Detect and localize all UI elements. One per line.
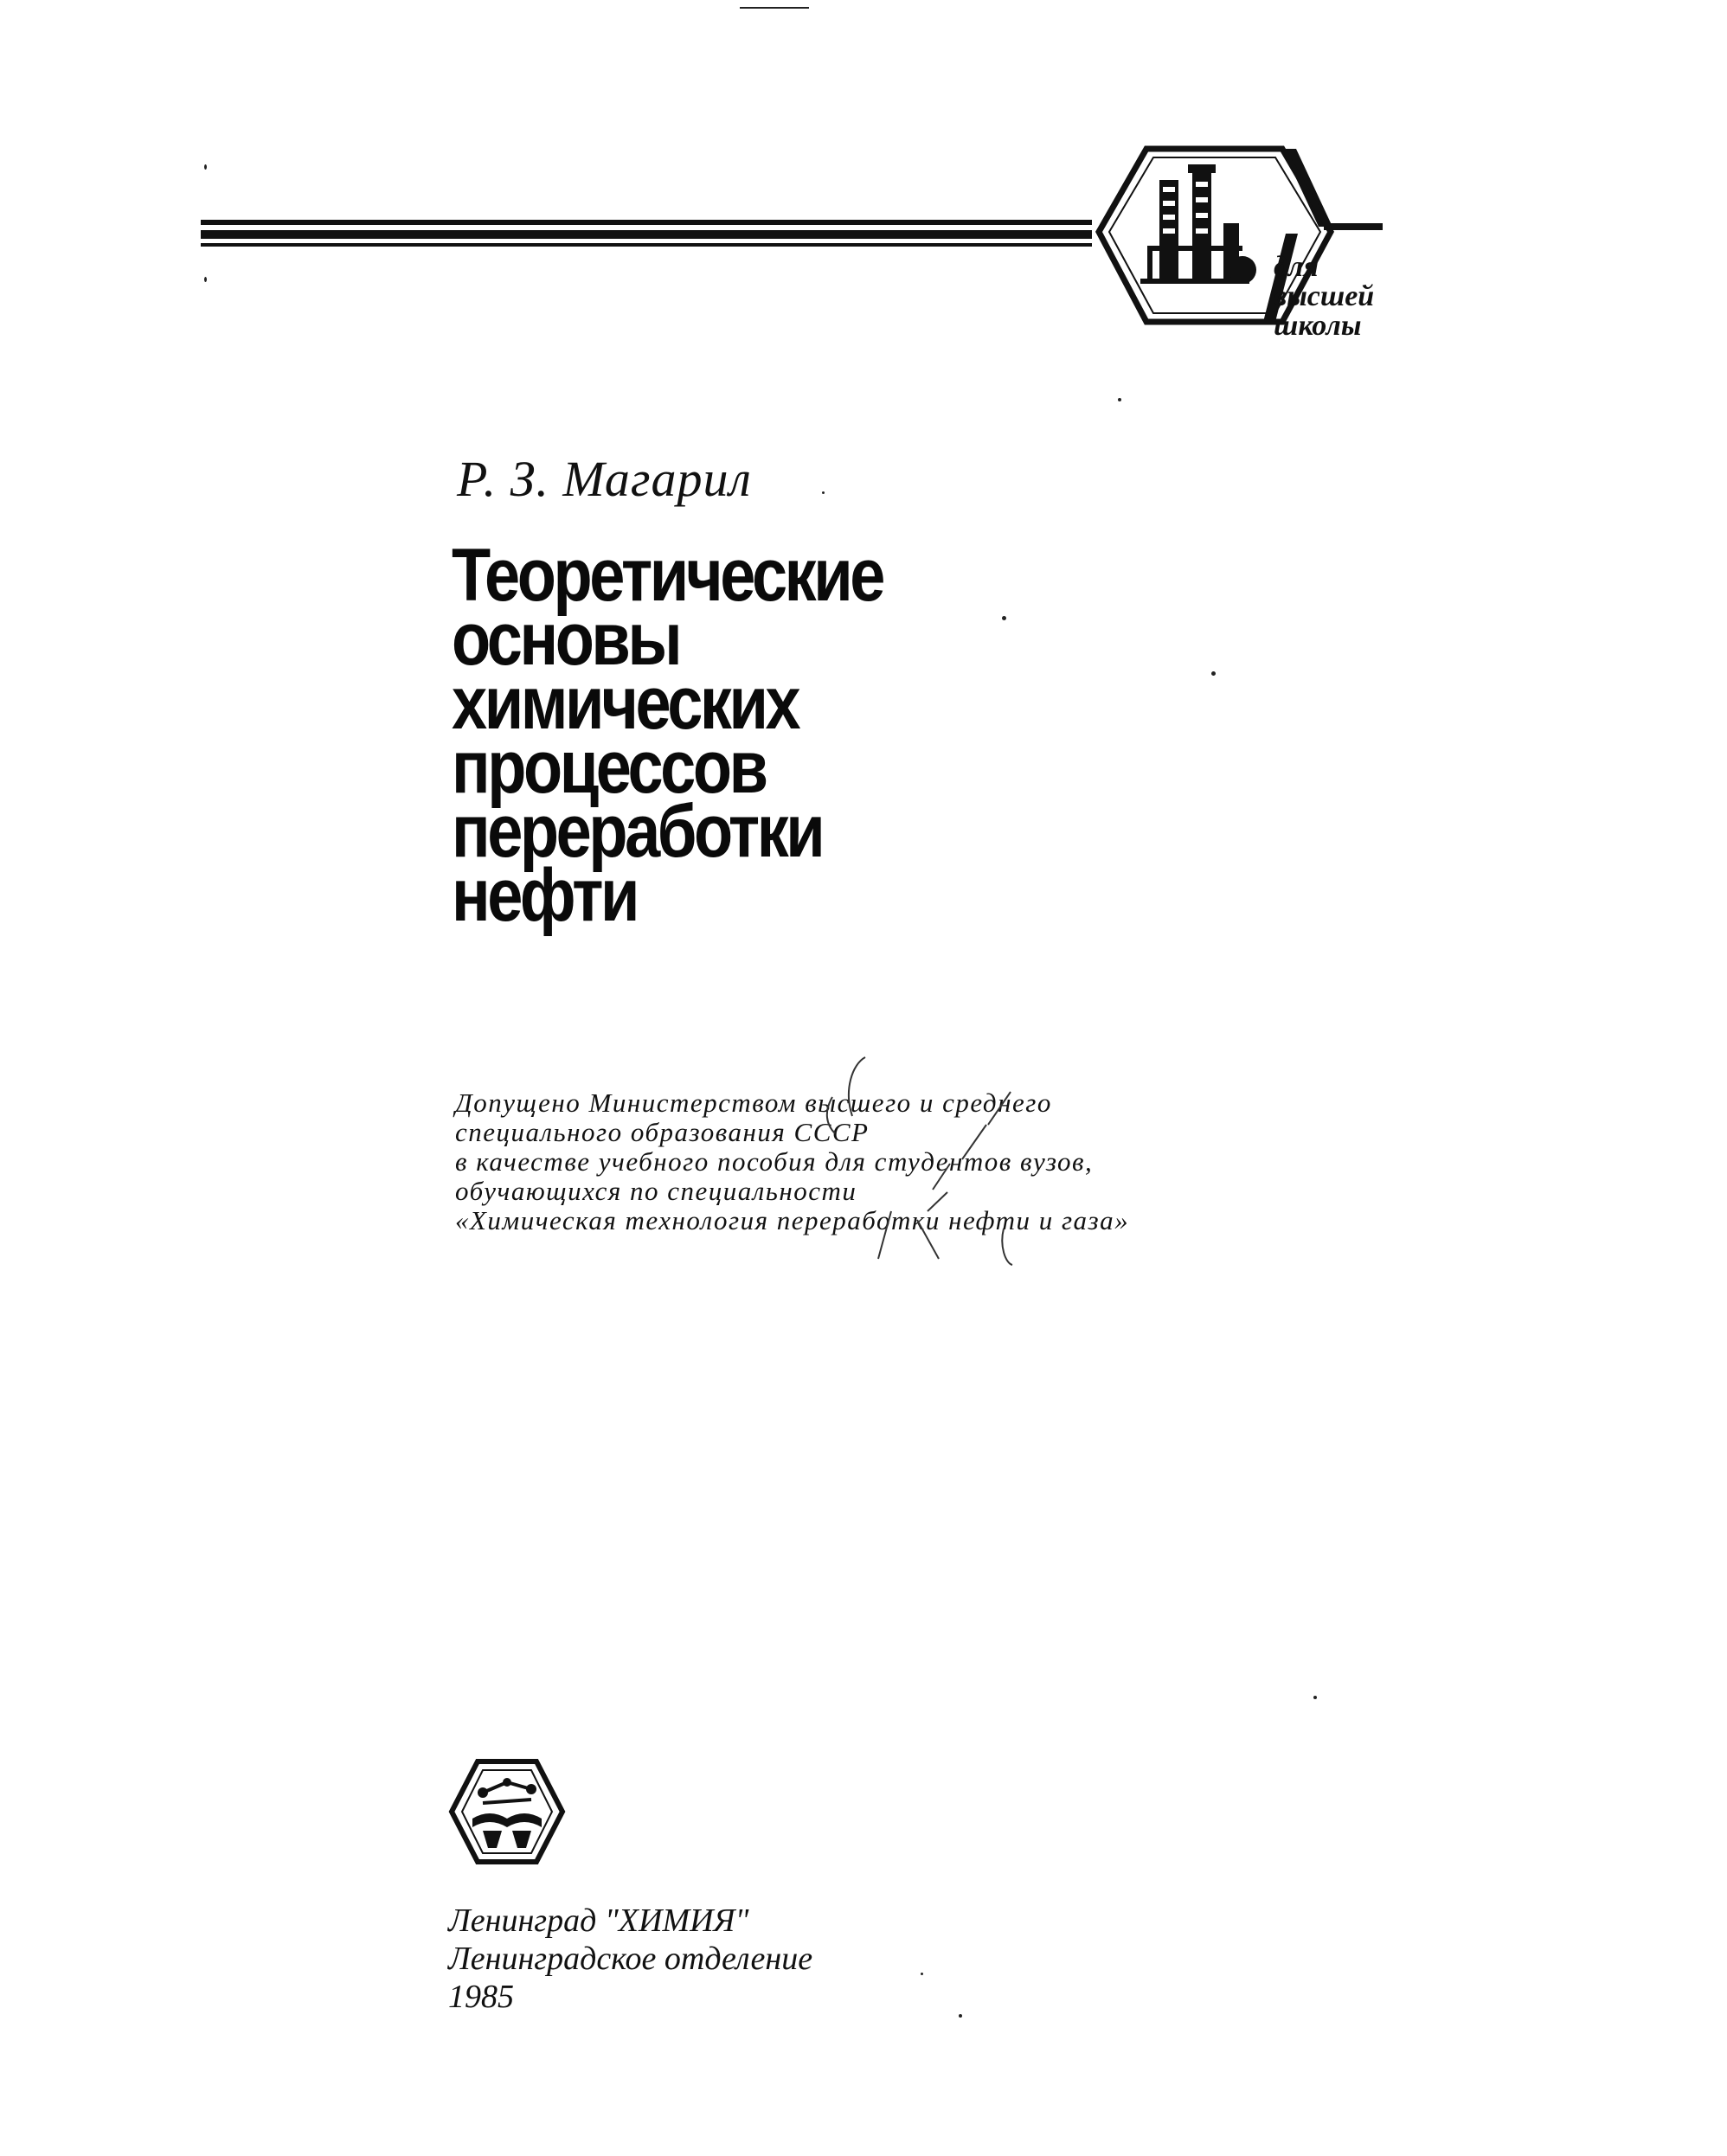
- title-line: основы: [452, 598, 680, 681]
- imprint-line: 1985: [448, 1979, 514, 2015]
- scan-speck: [921, 1973, 923, 1975]
- title-line: химических: [452, 662, 799, 745]
- series-bar-graphic: [0, 0, 1727, 363]
- series-header: [0, 0, 1727, 363]
- imprint-line: Ленинградское отделение: [448, 1941, 813, 1977]
- scan-speck: [959, 2014, 962, 2018]
- scan-speck: [1211, 671, 1216, 676]
- scan-speck: [822, 491, 825, 494]
- approval-line: Допущено Министерством высшего и среднего: [455, 1088, 1052, 1118]
- scan-speck: [204, 277, 207, 282]
- publisher-hexagon-emblem-icon: [448, 1756, 566, 1867]
- series-label: [1274, 253, 1374, 341]
- approval-statement: [455, 1088, 1129, 1235]
- scan-speck: [204, 164, 207, 170]
- scan-speck: [740, 7, 809, 9]
- author-name: Р. З. Магарил: [457, 451, 752, 507]
- approval-line: обучающихся по специальности: [455, 1176, 857, 1206]
- series-label-line: школы: [1274, 310, 1362, 342]
- scan-speck: [1313, 1696, 1317, 1699]
- approval-line: в качестве учебного пособия для студентов вузов,: [455, 1146, 1094, 1177]
- scan-speck: [1118, 398, 1121, 401]
- series-label-line: высшей: [1274, 280, 1375, 312]
- approval-line: «Химическая технология переработки нефти и газа»: [455, 1205, 1130, 1235]
- book-title: [452, 534, 883, 937]
- imprint: [448, 1902, 812, 2016]
- scan-speck: [1002, 616, 1006, 620]
- title-line: переработки: [452, 790, 823, 873]
- title-line: Теоретические: [452, 534, 883, 617]
- title-line: процессов: [452, 726, 766, 809]
- refinery-columns-icon: [1140, 163, 1279, 301]
- approval-line: специального образования СССР: [455, 1117, 870, 1147]
- title-line: нефти: [452, 854, 638, 937]
- series-label-line: для: [1274, 251, 1319, 283]
- imprint-line: Ленинград "ХИМИЯ": [448, 1903, 749, 1939]
